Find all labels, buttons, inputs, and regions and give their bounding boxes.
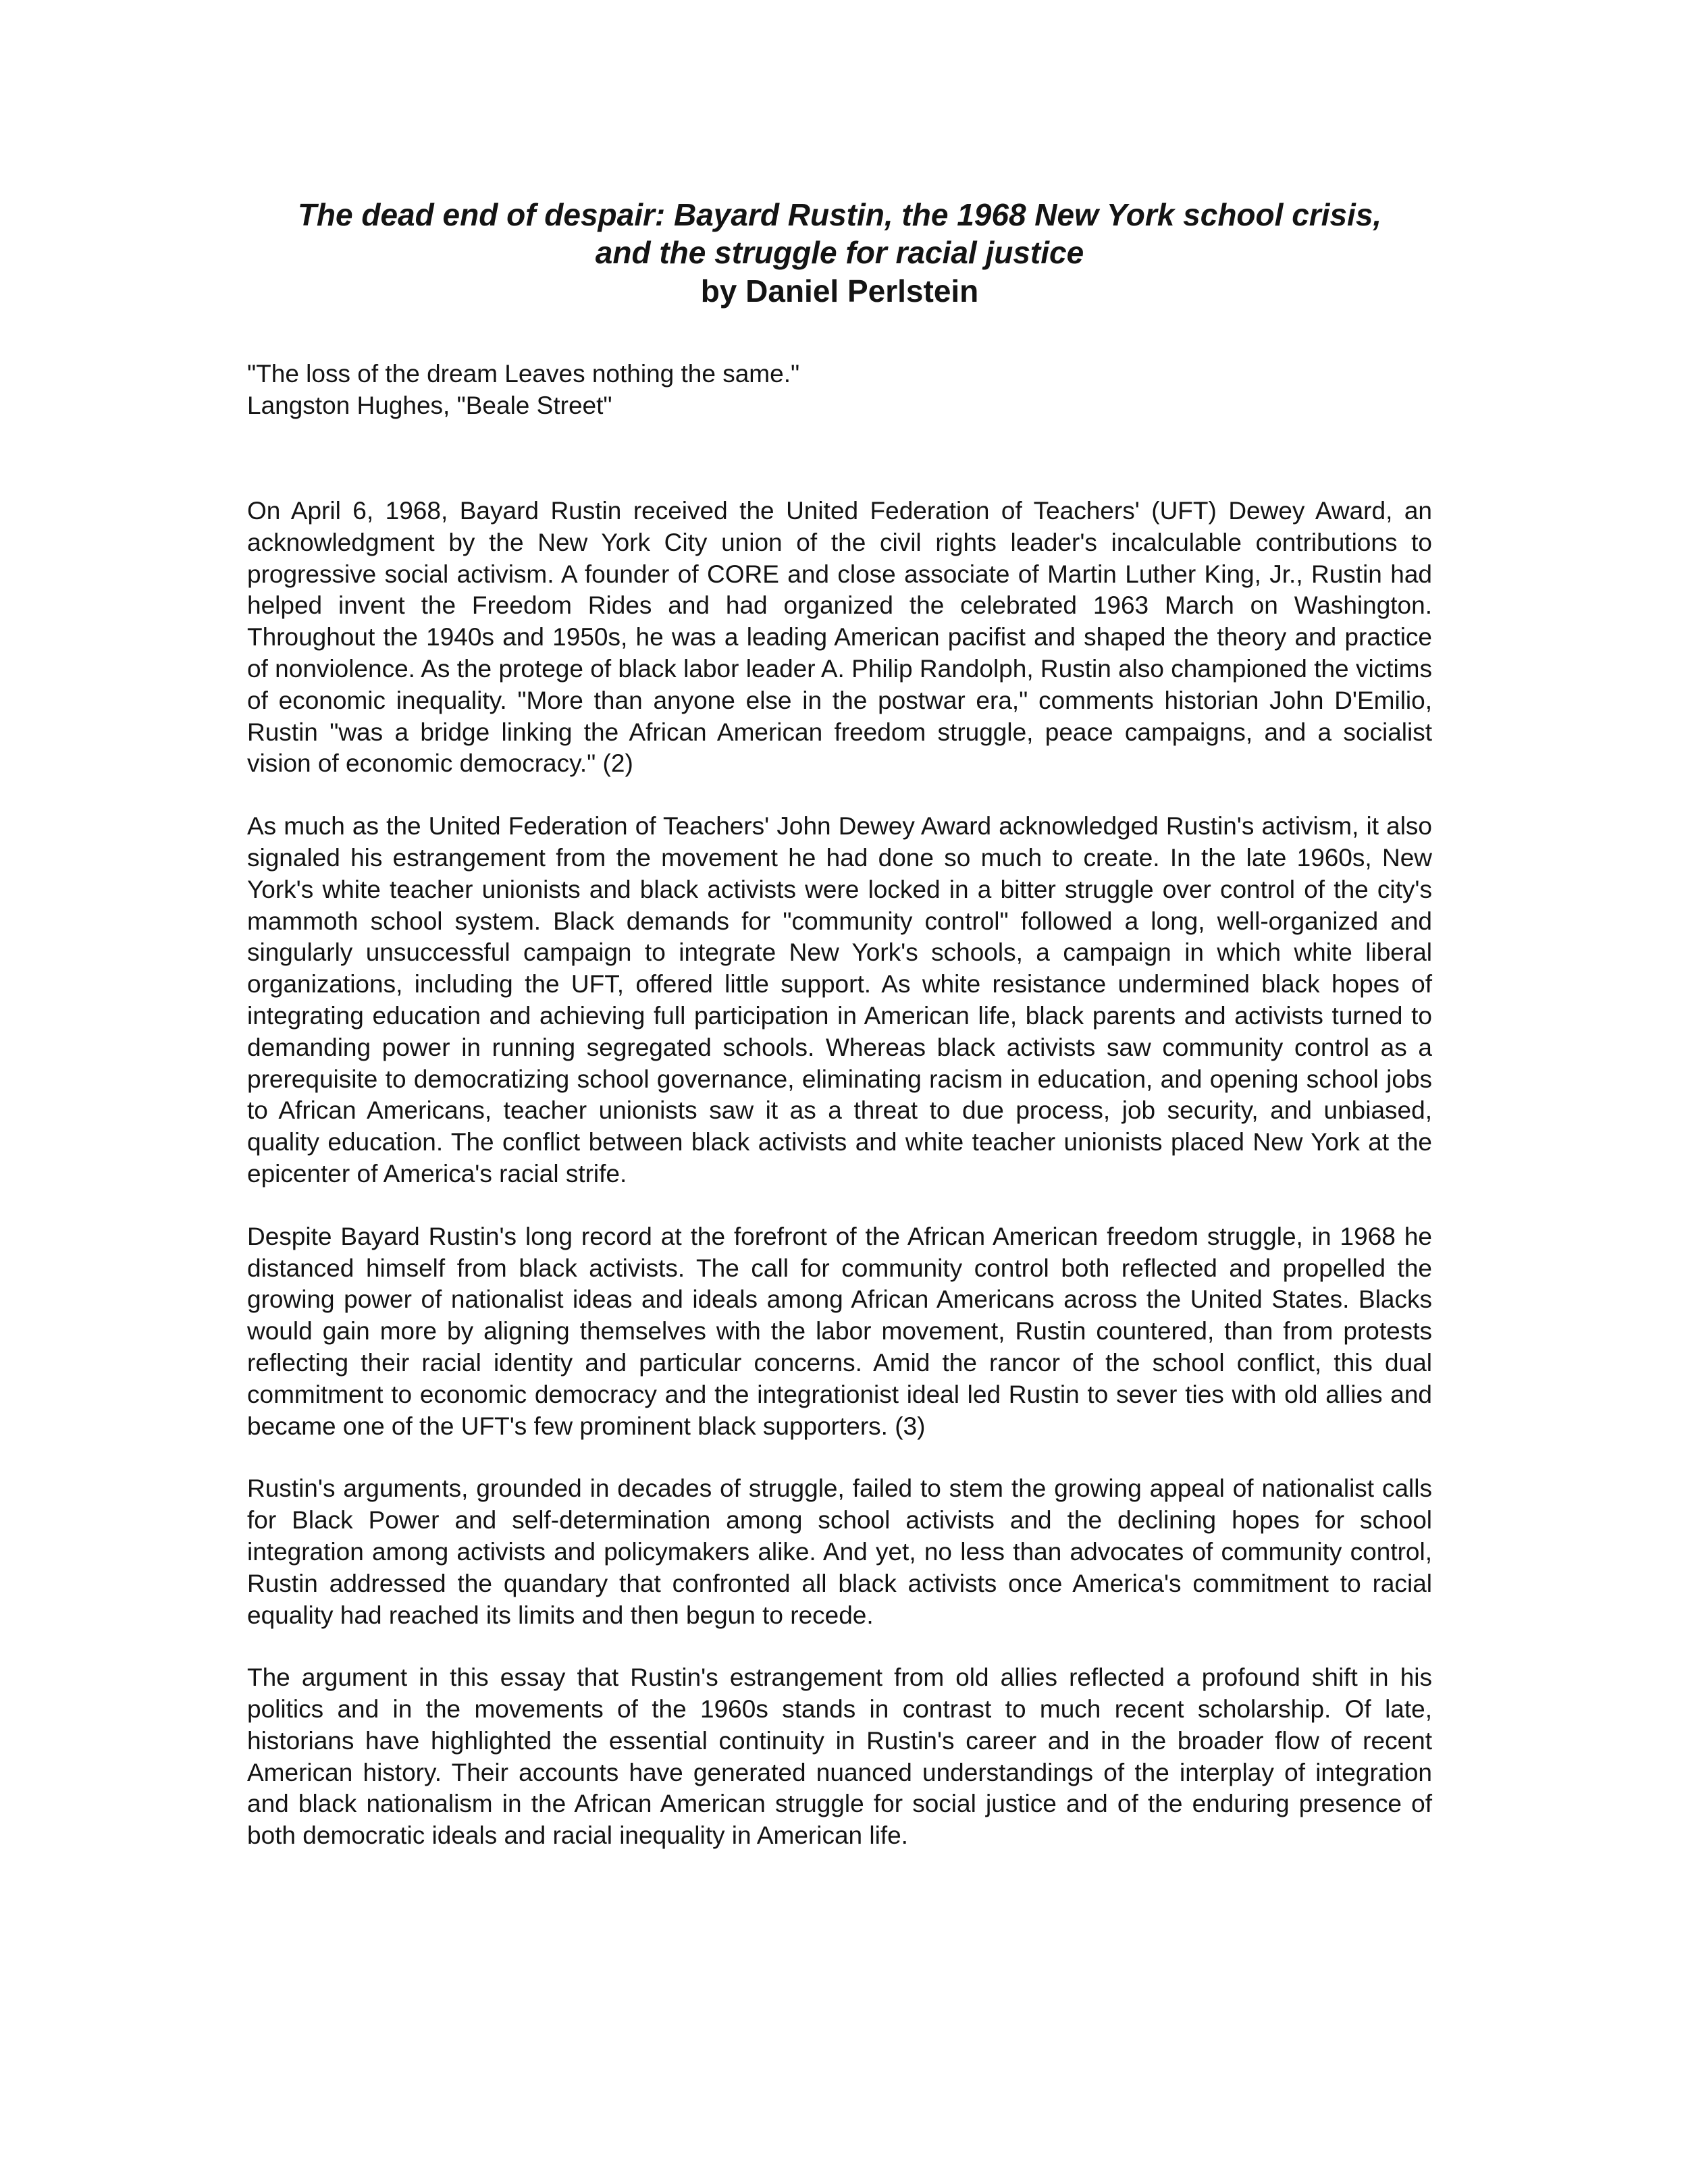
paragraph-5: The argument in this essay that Rustin's estrangement from old allies reflected a profound shift in his politics and in the movements of the 1960s stands in contrast to much recent scholarship. Of late, historians have highlighted the essential continuity in Rustin's career and in the broader flow of recent American history. Their accounts have generated nuanced understandings of the interplay of integration and black nationalism in the African American struggle for social justice and of the enduring presence of both democratic ideals and racial inequality in American life.	[247, 1663, 1432, 1850]
paragraph-4: Rustin's arguments, grounded in decades of struggle, failed to stem the growing appeal of nationalist calls for Black Power and self-determination among school activists and the declining hopes for school integration among activists and policymakers alike. And yet, no less than advocates of community control, Rustin addressed the quandary that confronted all black activists once America's commitment to racial equality had reached its limits and then begun to recede.	[247, 1474, 1432, 1629]
author-byline: by Daniel Perlstein	[700, 273, 979, 309]
paragraph-1: On April 6, 1968, Bayard Rustin received the United Federation of Teachers' (UFT) Dewey Award, an acknowledgment by the New York City union of the civil rights leader's incalculable contributions to progressive social activism. A founder of CORE and close associate of Martin Luther King, Jr., Rustin had helped invent the Freedom Rides and had organized the celebrated 1963 March on Washington. Throughout the 1940s and 1950s, he was a leading American pacifist and shaped the theory and practice of nonviolence. As the protege of black labor leader A. Philip Randolph, Rustin also championed the victims of economic inequality. "More than anyone else in the postwar era," comments historian John D'Emilio, Rustin "was a bridge linking the African American freedom struggle, peace campaigns, and a socialist vision of economic democracy." (2)	[247, 497, 1432, 778]
title-block	[247, 196, 1432, 311]
paragraph-2: As much as the United Federation of Teachers' John Dewey Award acknowledged Rustin's activism, it also signaled his estrangement from the movement he had done so much to create. In the late 1960s, New York's white teacher unionists and black activists were locked in a bitter struggle over control of the city's mammoth school system. Black demands for "community control" followed a long, well-organized and singularly unsuccessful campaign to integrate New York's schools, a campaign in which white liberal organizations, including the UFT, offered little support. As white resistance undermined black hopes of integrating education and achieving full participation in American life, black parents and activists turned to demanding power in running segregated schools. Whereas black activists saw community control as a prerequisite to democratizing school governance, eliminating racism in education, and opening school jobs to African Americans, teacher unionists saw it as a threat to due process, job security, and unbiased, quality education. The conflict between black activists and white teacher unionists placed New York at the epicenter of America's racial strife.	[247, 812, 1432, 1188]
article-title-line-1: The dead end of despair: Bayard Rustin, the 1968 New York school crisis,	[297, 197, 1382, 232]
article-body	[247, 496, 1432, 1852]
document-page	[247, 196, 1432, 1883]
paragraph-3: Despite Bayard Rustin's long record at the forefront of the African American freedom struggle, in 1968 he distanced himself from black activists. The call for community control both reflected and propelled the growing power of nationalist ideas and ideals among African Americans across the United States. Blacks would gain more by aligning themselves with the labor movement, Rustin countered, than from protests reflecting their racial identity and particular concerns. Amid the rancor of the school conflict, this dual commitment to economic democracy and the integrationist ideal led Rustin to sever ties with old allies and became one of the UFT's few prominent black supporters. (3)	[247, 1222, 1432, 1440]
epigraph-attribution: Langston Hughes, "Beale Street"	[247, 392, 612, 419]
epigraph	[247, 358, 1432, 421]
epigraph-quote: "The loss of the dream Leaves nothing the same."	[247, 360, 800, 388]
article-title-line-2: and the struggle for racial justice	[595, 235, 1084, 270]
